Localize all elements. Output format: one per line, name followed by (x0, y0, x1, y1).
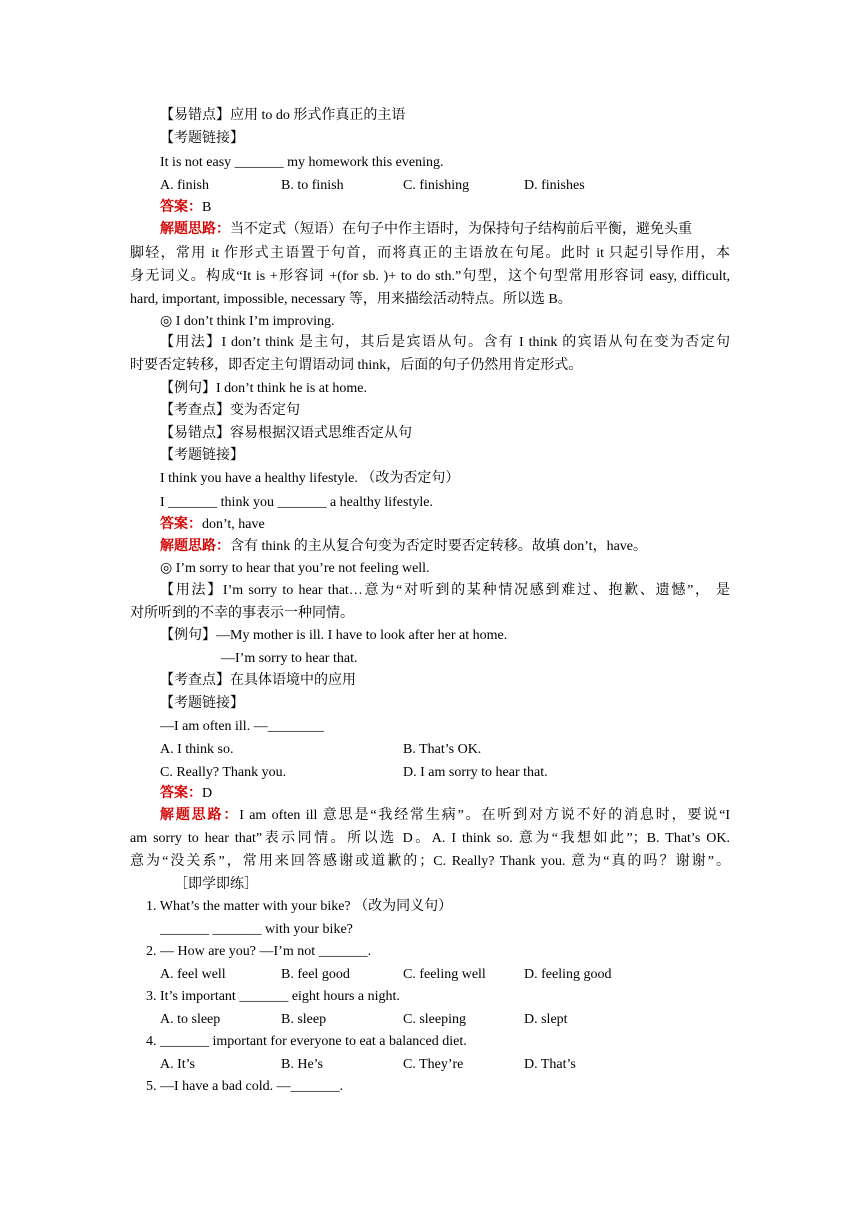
option-c-3: C. Really? Thank you. (160, 765, 287, 780)
practice-q4-option-a: A. It’s (160, 1057, 195, 1072)
analysis-text: I am often ill 意思是“我经常生病”。在听到对方说不好的消息时，要说“I (239, 808, 730, 823)
practice-q3-option-b: B. sleep (281, 1012, 327, 1027)
analysis-line-7: am sorry to hear that”表示同情。所以选 D。A. I think so. 意为“我想如此”；B. That’s OK. (130, 831, 730, 846)
practice-q3-option-c: C. sleeping (403, 1012, 466, 1027)
test-point-3: 【考查点】在具体语境中的应用 (160, 673, 356, 688)
practice-q3-option-d: D. slept (524, 1012, 568, 1027)
analysis-label: 解题思路： (160, 539, 230, 554)
analysis-line-8: 意为“没关系”，常用来回答感谢或道歉的；C. Really? Thank you. 意为“真的吗？谢谢”。 (130, 854, 730, 869)
analysis-line-1 (160, 221, 692, 239)
analysis-text: 当不定式（短语）在句子中作主语时，为保持句子结构前后平衡，避免头重 (230, 222, 692, 237)
analysis-line-4: hard, important, impossible, necessary 等，用来描绘活动特点。所以选 B。 (130, 292, 572, 307)
practice-q2-option-c: C. feeling well (403, 967, 486, 982)
usage-line-2b: 时要否定转移，即否定主句谓语动词 think，后面的句子仍然用肯定形式。 (130, 358, 583, 373)
option-a-1: A. finish (160, 178, 209, 193)
answer-line-2 (160, 516, 265, 534)
practice-q1: 1. What’s the matter with your bike? （改为同义句） (146, 899, 453, 914)
practice-q4-option-b: B. He’s (281, 1057, 323, 1072)
usage-line-3b: 对所听到的不幸的事表示一种同情。 (130, 606, 354, 621)
example-line-3a: 【例句】—My mother is ill. I have to look after her at home. (160, 628, 508, 643)
question-blank-2: I _______ think you _______ a healthy lifestyle. (160, 495, 433, 510)
analysis-label: 解题思路： (160, 222, 230, 237)
option-c-1: C. finishing (403, 178, 470, 193)
exam-link-heading-1: 【考题链接】 (160, 131, 244, 146)
practice-q3-option-a: A. to sleep (160, 1012, 221, 1027)
analysis-line-3: 身无词义。构成“It is +形容词 +(for sb. )+ to do sth.”句型，这个句型常用形容词 easy, difficult, (130, 269, 730, 284)
analysis-line-2: 脚轻，常用 it 作形式主语置于句首，而将真正的主语放在句尾。此时 it 只起引导作用，本 (130, 246, 730, 261)
practice-q1-blank: _______ _______ with your bike? (160, 922, 353, 937)
answer-line-1 (160, 199, 211, 217)
key-sentence-3: ◎ I’m sorry to hear that you’re not feeling well. (160, 561, 430, 576)
answer-line-3 (160, 785, 212, 803)
question-sentence-3: —I am often ill. —________ (160, 719, 324, 734)
practice-q4: 4. _______ important for everyone to eat a balanced diet. (146, 1034, 467, 1049)
test-point-2: 【考查点】变为否定句 (160, 403, 300, 418)
practice-q5: 5. —I have a bad cold. —_______. (146, 1079, 344, 1094)
example-line-2: 【例句】I don’t think he is at home. (160, 381, 367, 396)
analysis-line-6 (160, 807, 730, 825)
option-d-1: D. finishes (524, 178, 585, 193)
usage-line-3a: 【用法】I’m sorry to hear that…意为“对听到的某种情况感到难过、抱歉、遗憾”， 是 (160, 583, 730, 598)
answer-value: don’t, have (202, 517, 265, 532)
option-b-3: B. That’s OK. (403, 742, 482, 757)
practice-q4-option-d: D. That’s (524, 1057, 576, 1072)
question-sentence-2: I think you have a healthy lifestyle. （改为否定句） (160, 471, 460, 486)
analysis-label: 解题思路： (160, 808, 240, 823)
practice-heading: ［即学即练］ (174, 877, 258, 892)
answer-label: 答案： (160, 517, 202, 532)
option-b-1: B. to finish (281, 178, 344, 193)
analysis-text: 含有 think 的主从复合句变为否定时要否定转移。故填 don’t，have。 (230, 539, 648, 554)
practice-q2-option-b: B. feel good (281, 967, 350, 982)
question-sentence-1: It is not easy _______ my homework this evening. (160, 155, 444, 170)
practice-q2-option-a: A. feel well (160, 967, 226, 982)
option-d-3: D. I am sorry to hear that. (403, 765, 548, 780)
error-point-2: 【易错点】容易根据汉语式思维否定从句 (160, 426, 412, 441)
example-line-3b: —I’m sorry to hear that. (221, 651, 358, 666)
option-a-3: A. I think so. (160, 742, 234, 757)
practice-q4-option-c: C. They’re (403, 1057, 464, 1072)
answer-value: B (202, 200, 212, 215)
answer-label: 答案： (160, 786, 202, 801)
error-point-heading-1: 【易错点】应用 to do 形式作真正的主语 (160, 108, 406, 123)
answer-value: D (202, 786, 213, 801)
practice-q2: 2. — How are you? —I’m not _______. (146, 944, 372, 959)
exam-link-heading-3: 【考题链接】 (160, 696, 244, 711)
exam-link-heading-2: 【考题链接】 (160, 448, 244, 463)
practice-q2-option-d: D. feeling good (524, 967, 612, 982)
practice-q3: 3. It’s important _______ eight hours a night. (146, 989, 400, 1004)
answer-label: 答案： (160, 200, 202, 215)
analysis-line-5 (160, 538, 647, 556)
key-sentence-2: ◎ I don’t think I’m improving. (160, 314, 335, 329)
usage-line-2a: 【用法】I don’t think 是主句，其后是宾语从句。含有 I think 的宾语从句在变为否定句 (160, 335, 730, 350)
